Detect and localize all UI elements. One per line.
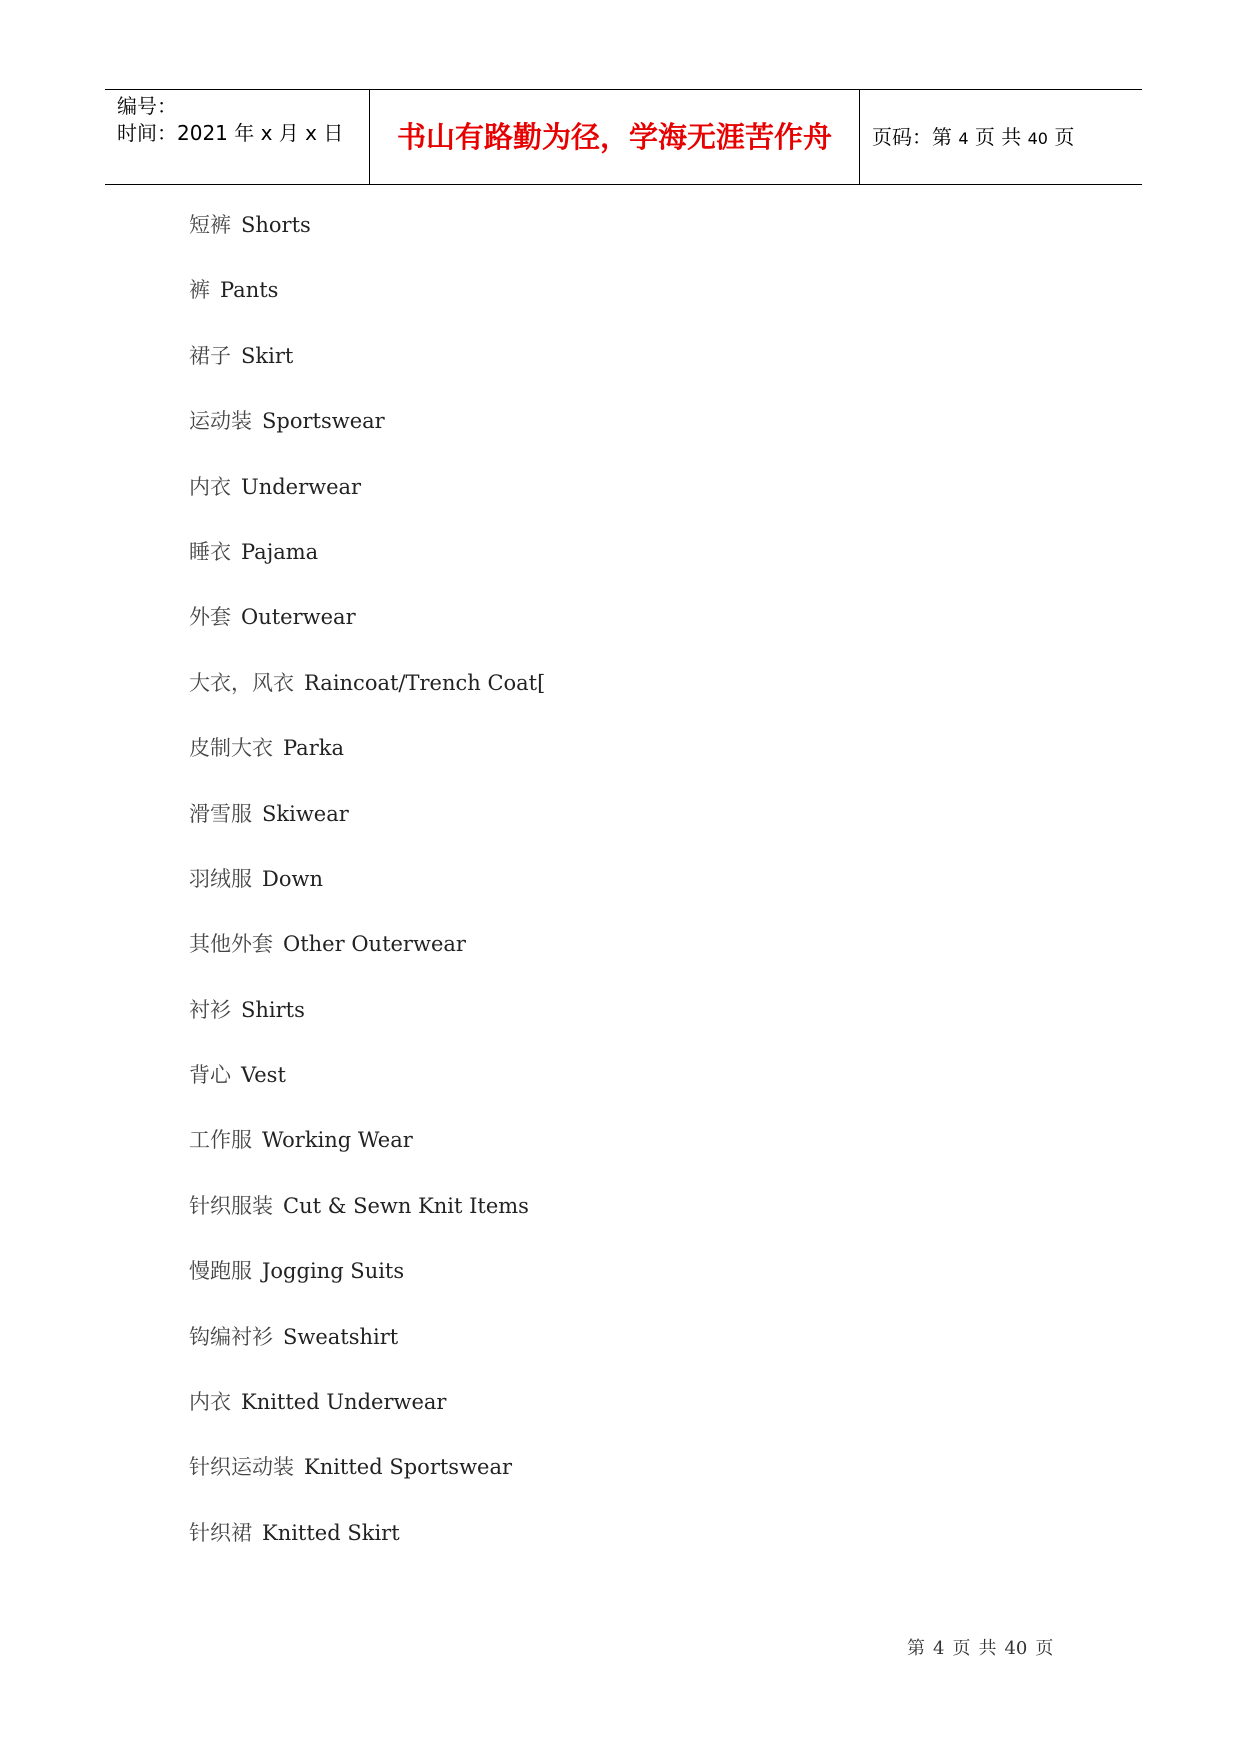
entry-chinese: 皮制大衣 bbox=[189, 736, 273, 761]
footer-total-pages: 40 bbox=[1004, 1638, 1028, 1659]
entry-english: Outerwear bbox=[241, 605, 356, 630]
footer-prefix: 第 bbox=[907, 1638, 925, 1659]
motto-text: 书山有路勤为径，学海无涯苦作舟 bbox=[396, 120, 832, 154]
list-item bbox=[189, 1388, 545, 1453]
header-page-code-cell bbox=[860, 90, 1142, 184]
list-item bbox=[189, 930, 545, 995]
entry-chinese: 针织裙 bbox=[189, 1520, 252, 1545]
entry-english: Knitted Skirt bbox=[262, 1520, 400, 1545]
entry-english: Raincoat/Trench Coat[ bbox=[304, 670, 546, 695]
list-item bbox=[189, 669, 545, 734]
entry-chinese: 裤 bbox=[189, 278, 210, 303]
entry-english: Parka bbox=[283, 736, 344, 761]
entry-chinese: 针织运动装 bbox=[189, 1455, 294, 1480]
entry-chinese: 背心 bbox=[189, 1063, 231, 1088]
list-item bbox=[189, 865, 545, 930]
entry-english: Shirts bbox=[241, 997, 305, 1022]
entry-english: Cut & Sewn Knit Items bbox=[283, 1193, 529, 1218]
time-label: 时间：2021 年 x 月 x 日 bbox=[117, 121, 344, 145]
list-item bbox=[189, 276, 545, 341]
entry-english: Vest bbox=[241, 1063, 286, 1088]
entry-chinese: 睡衣 bbox=[189, 539, 231, 564]
entry-chinese: 短裤 bbox=[189, 213, 231, 237]
list-item bbox=[189, 342, 545, 407]
entry-chinese: 滑雪服 bbox=[189, 801, 252, 826]
list-item bbox=[189, 1519, 545, 1584]
entry-chinese: 羽绒服 bbox=[189, 866, 252, 891]
entry-chinese: 衬衫 bbox=[189, 997, 231, 1022]
entry-english: Knitted Underwear bbox=[241, 1390, 447, 1415]
list-item bbox=[189, 473, 545, 538]
entry-english: Jogging Suits bbox=[262, 1259, 405, 1284]
entry-chinese: 工作服 bbox=[189, 1128, 252, 1153]
list-item bbox=[189, 1323, 545, 1388]
list-item bbox=[189, 538, 545, 603]
footer-mid2: 共 bbox=[978, 1638, 997, 1659]
entry-english: Pajama bbox=[241, 539, 319, 564]
entry-chinese: 内衣 bbox=[189, 1390, 231, 1415]
page-header bbox=[105, 89, 1142, 185]
header-motto-cell bbox=[369, 90, 860, 184]
entry-chinese: 针织服装 bbox=[189, 1193, 273, 1218]
entry-chinese: 大衣，风衣 bbox=[189, 670, 294, 695]
footer-mid: 页 bbox=[952, 1638, 971, 1659]
entry-english: Sweatshirt bbox=[283, 1324, 399, 1349]
entry-english: Skiwear bbox=[262, 801, 349, 826]
entry-chinese: 运动装 bbox=[189, 409, 252, 434]
entry-english: Skirt bbox=[241, 343, 294, 368]
entry-english: Other Outerwear bbox=[283, 932, 466, 957]
header-meta-cell bbox=[105, 90, 369, 184]
list-item bbox=[189, 996, 545, 1061]
page-code-suffix: 页 bbox=[1054, 125, 1075, 149]
entry-chinese: 钩编衬衫 bbox=[189, 1324, 273, 1349]
glossary-list bbox=[189, 211, 545, 1584]
page-footer bbox=[907, 1637, 1061, 1661]
list-item bbox=[189, 1192, 545, 1257]
entry-english: Knitted Sportswear bbox=[304, 1455, 513, 1480]
page-code-mid: 页 共 bbox=[974, 125, 1022, 149]
page-code bbox=[872, 125, 1074, 151]
footer-suffix: 页 bbox=[1035, 1638, 1054, 1659]
footer-current-page: 4 bbox=[933, 1638, 945, 1659]
list-item bbox=[189, 603, 545, 668]
page-code-prefix: 页码：第 bbox=[872, 125, 952, 149]
entry-english: Working Wear bbox=[262, 1128, 413, 1153]
entry-chinese: 外套 bbox=[189, 605, 231, 630]
list-item bbox=[189, 407, 545, 472]
entry-chinese: 裙子 bbox=[189, 343, 231, 368]
entry-chinese: 其他外套 bbox=[189, 932, 273, 957]
list-item bbox=[189, 734, 545, 799]
entry-english: Underwear bbox=[241, 474, 362, 499]
list-item bbox=[189, 1257, 545, 1322]
page-code-total: 40 bbox=[1027, 129, 1048, 148]
page-code-current: 4 bbox=[958, 129, 969, 148]
entry-english: Down bbox=[262, 866, 323, 891]
entry-chinese: 内衣 bbox=[189, 474, 231, 499]
list-item bbox=[189, 800, 545, 865]
number-label: 编号： bbox=[117, 94, 177, 118]
entry-english: Sportswear bbox=[262, 409, 385, 434]
entry-english: Pants bbox=[220, 278, 279, 303]
list-item bbox=[189, 1126, 545, 1191]
entry-chinese: 慢跑服 bbox=[189, 1259, 252, 1284]
entry-english: Shorts bbox=[241, 213, 311, 237]
list-item bbox=[189, 1061, 545, 1126]
list-item bbox=[189, 211, 545, 276]
list-item bbox=[189, 1453, 545, 1518]
